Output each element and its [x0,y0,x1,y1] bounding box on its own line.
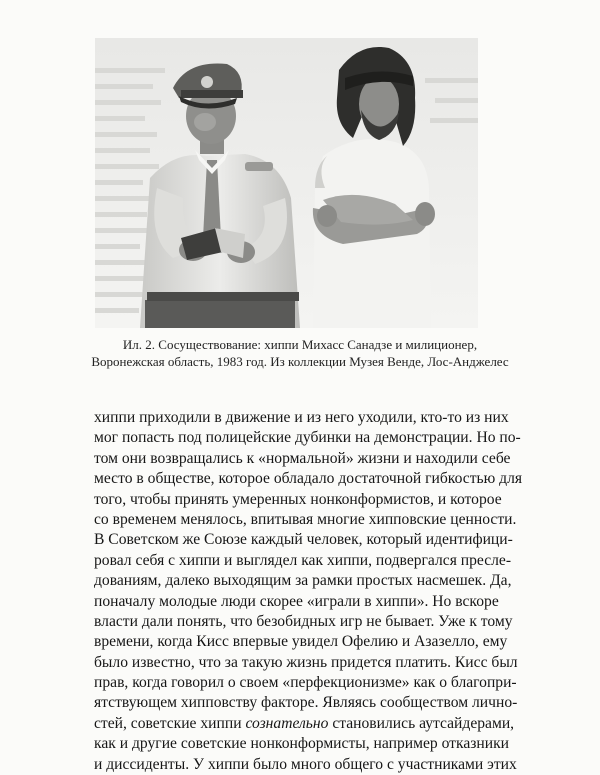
text-line: ровал себя с хиппи и выглядел как хиппи, подвергался пресле- [94,551,512,569]
text-line: В Советском же Союзе каждый человек, который идентифици- [94,531,513,549]
text-line: и диссиденты. У хиппи было много общего с участниками этих [94,755,517,773]
text-line: было известно, что за такую жизнь придется платить. Кисс был [94,653,518,671]
body-text [94,408,523,775]
text-line-with-italic [94,714,515,734]
text-line: мог попасть под полицейские дубинки на демонстрации. Но по- [94,429,521,447]
text-line: того, чтобы принять умеренных нонконформистов, и которое [94,490,502,508]
caption-line-1: Ил. 2. Сосуществование: хиппи Михасс Санадзе и милиционер, [122,337,478,352]
text-line: хиппи приходили в движение и из него уходили, кто-то из них [94,409,509,426]
text-line: как и другие советские нонконформисты, например отказники [94,735,510,753]
photo-caption [60,336,540,370]
text-line: место в обществе, которое обладало достаточной гибкостью для [94,470,523,488]
text-line: власти дали понять, что безобидных игр не бывает. Уже к тому [94,612,513,630]
text-line: дованиям, далеко выходящим за рамки простых насмешек. Да, [94,572,512,590]
text-line: времени, когда Кисс впервые увидел Офелию и Азазелло, ему [94,633,508,651]
photo [95,38,478,328]
caption-line-2: Воронежская область, 1983 год. Из коллекции Музея Венде, Лос-Анджелес [91,354,509,369]
text-segment: становились аутсайдерами, [328,714,515,732]
photo-image [95,38,478,328]
italic-word: сознательно [245,714,329,732]
text-line: прав, когда говорил о своем «перфекционизме» как о благопри- [94,674,517,692]
text-line: поначалу молодые люди скорее «играли в хиппи». Но вскоре [94,592,499,610]
text-line: со временем менялось, впитывая многие хипповские ценности. [94,510,517,528]
text-line: том они возвращались к «нормальной» жизни и находили себе [94,449,511,467]
text-segment: стей, советские хиппи [94,714,246,732]
text-line: ятствующем хипповству факторе. Являясь сообществом лично- [94,694,518,712]
